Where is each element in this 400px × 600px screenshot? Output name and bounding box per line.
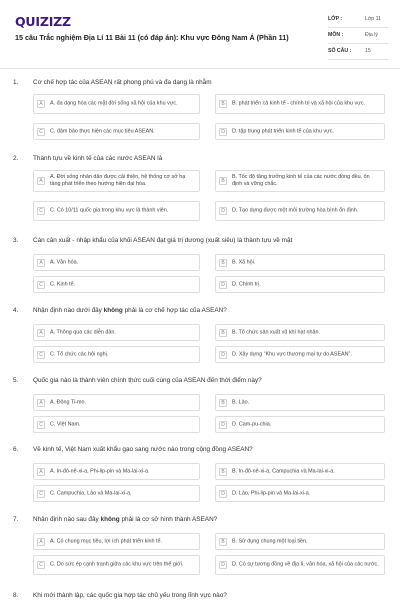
option-text: D. tập trung phát triển kinh tế của khu vực. — [232, 128, 334, 135]
meta-info — [328, 12, 388, 60]
option-letter: B — [219, 177, 227, 185]
option-a[interactable] — [33, 170, 200, 192]
option-d[interactable] — [215, 346, 385, 363]
option-text: D. Xây dựng “Khu vực thương mại tự do ASEAN”. — [232, 351, 352, 358]
option-letter: D — [219, 281, 227, 289]
option-b[interactable] — [215, 533, 385, 550]
option-letter: C — [37, 207, 45, 215]
option-text: C. Có 10/11 quốc gia trong khu vực là thành viên. — [50, 207, 169, 214]
meta-row-count — [328, 44, 388, 60]
option-b[interactable] — [215, 324, 385, 341]
question-number: 3. — [13, 237, 19, 244]
question-text: Cán cân xuất - nhập khẩu của khối ASEAN đạt giá trị dương (xuất siêu) là thành tựu về mặt — [33, 237, 293, 244]
question-text-emphasis: không — [103, 307, 123, 314]
question-text: Thành tựu về kinh tế của các nước ASEAN là — [33, 155, 163, 162]
option-letter: D — [219, 421, 227, 429]
meta-label: SỐ CÂU : — [328, 48, 352, 54]
option-text: D. Chính trị. — [232, 281, 261, 288]
page-title: 15 câu Trắc nghiệm Địa Lí 11 Bài 11 (có đáp án): Khu vực Đông Nam Á (Phần 11) — [15, 33, 289, 42]
option-b[interactable] — [215, 170, 385, 192]
option-c[interactable] — [33, 276, 200, 293]
option-a[interactable] — [33, 94, 200, 114]
option-text: C. Campuchia, Lào và Ma-lai-xi-a. — [50, 490, 132, 497]
option-letter: A — [37, 399, 45, 407]
meta-value: Lớp 11 — [365, 16, 381, 22]
question-text-after: phải là cơ sở hình thành ASEAN? — [119, 516, 218, 523]
option-a[interactable] — [33, 463, 200, 480]
option-c[interactable] — [33, 123, 200, 140]
option-a[interactable] — [33, 394, 200, 411]
option-d[interactable] — [215, 416, 385, 433]
option-text: B. Tổ chức sản xuất vũ khí hạt nhân. — [232, 329, 321, 336]
option-letter: C — [37, 128, 45, 136]
option-text: A. đa dạng hóa các mặt đời sống xã hội của khu vực. — [50, 100, 178, 107]
meta-row-subject — [328, 28, 388, 44]
option-c[interactable] — [33, 201, 200, 221]
option-c[interactable] — [33, 555, 200, 575]
option-letter: D — [219, 561, 227, 569]
question-text — [33, 307, 383, 315]
option-d[interactable] — [215, 276, 385, 293]
option-text: A. Đời sống nhân dân được cải thiện, hệ thống cơ sở hạ tầng phát triển theo hướng hiện đại hóa. — [50, 174, 186, 187]
option-text: A. Đông Ti-mo. — [50, 399, 86, 406]
option-letter: C — [37, 421, 45, 429]
option-text: D. Lào, Phi-lip-pin và Ma-lai-xi-a. — [232, 490, 311, 497]
meta-label: MÔN : — [328, 32, 344, 38]
option-letter: B — [219, 100, 227, 108]
option-text: D. Tạo dựng được một môi trường hòa bình ổn định. — [232, 207, 359, 214]
question-number: 6. — [13, 446, 19, 453]
meta-value: Địa lý — [365, 32, 378, 38]
meta-label: LỚP : — [328, 16, 343, 22]
option-letter: A — [37, 329, 45, 337]
option-b[interactable] — [215, 94, 385, 114]
question-text-before: Nhận định nào dưới đây — [33, 307, 104, 314]
option-text: A. Văn hóa. — [50, 259, 79, 266]
option-d[interactable] — [215, 123, 385, 140]
option-c[interactable] — [33, 485, 200, 502]
option-text: B. Lào. — [232, 399, 250, 406]
option-text: C. Kinh tế. — [50, 281, 76, 288]
meta-row-class — [328, 12, 388, 28]
option-letter: B — [219, 468, 227, 476]
option-letter: B — [219, 399, 227, 407]
option-text: B. phát triển cả kinh tế - chính trị và xã hội của khu vực. — [232, 100, 366, 107]
option-text: B. In-đô-nê-xi-a, Campuchia và Ma-lai-xi-a. — [232, 468, 335, 475]
question-text-after: phải là cơ chế hợp tác của ASEAN? — [122, 307, 227, 314]
option-b[interactable] — [215, 463, 385, 480]
option-letter: B — [219, 259, 227, 267]
option-text: C. đảm bảo thực hiện các mục tiêu ASEAN. — [50, 128, 155, 135]
question-number: 1. — [13, 79, 19, 86]
option-letter: D — [219, 490, 227, 498]
option-a[interactable] — [33, 533, 200, 550]
option-c[interactable] — [33, 416, 200, 433]
quizizz-logo: QUIZIZZ — [15, 14, 71, 29]
option-d[interactable] — [215, 201, 385, 221]
option-letter: D — [219, 128, 227, 136]
meta-value: 15 — [365, 48, 371, 54]
option-letter: D — [219, 207, 227, 215]
option-letter: B — [219, 329, 227, 337]
option-a[interactable] — [33, 254, 200, 271]
option-letter: B — [219, 538, 227, 546]
option-b[interactable] — [215, 394, 385, 411]
option-c[interactable] — [33, 346, 200, 363]
option-text: A. Có chung mục tiêu, lợi ích phát triển kinh tế. — [50, 538, 163, 545]
question-text: Quốc gia nào là thành viên chính thức cuối cùng của ASEAN đến thời điểm này? — [33, 377, 262, 384]
option-letter: C — [37, 281, 45, 289]
option-letter: A — [37, 259, 45, 267]
document-header — [0, 0, 400, 66]
question-text: Khi mới thành lập, các quốc gia hợp tác chủ yếu trong lĩnh vực nào? — [33, 592, 227, 599]
option-d[interactable] — [215, 485, 385, 502]
question-number: 8. — [13, 592, 19, 599]
option-text: D. Có sự tương đồng về địa lí, văn hóa, xã hội của các nước. — [232, 561, 379, 568]
question-text-before: Nhận định nào sau đây — [33, 516, 101, 523]
option-d[interactable] — [215, 555, 385, 575]
option-letter: A — [37, 100, 45, 108]
option-text: A. Thông qua các diễn đàn. — [50, 329, 116, 336]
option-letter: A — [37, 177, 45, 185]
option-text: C. Tổ chức các hội nghị. — [50, 351, 109, 358]
question-number: 5. — [13, 377, 19, 384]
question-text-emphasis: không — [100, 516, 120, 523]
option-text: D. Cam-pu-chia. — [232, 421, 272, 428]
option-letter: D — [219, 351, 227, 359]
option-text: A. In-đô-nê-xi-a, Phi-lip-pin và Ma-lai-xi-a. — [50, 468, 150, 475]
header-divider — [0, 68, 400, 69]
question-number: 7. — [13, 516, 19, 523]
question-number: 2. — [13, 155, 19, 162]
option-text: B. Xã hội. — [232, 259, 256, 266]
question-number: 4. — [13, 307, 19, 314]
question-text: Về kinh tế, Việt Nam xuất khẩu gạo sang nước nào trong cộng đồng ASEAN? — [33, 446, 253, 453]
option-letter: A — [37, 538, 45, 546]
question-text — [33, 516, 383, 524]
option-letter: C — [37, 561, 45, 569]
option-a[interactable] — [33, 324, 200, 341]
option-b[interactable] — [215, 254, 385, 271]
option-text: B. Tốc độ tăng trưởng kinh tế của các nước đồng đều, ổn định và vững chắc. — [232, 174, 370, 187]
option-text: B. Sử dụng chung một loại tiền. — [232, 538, 308, 545]
option-text: C. Do sức ép cạnh tranh giữa các khu vực trên thế giới. — [50, 561, 184, 568]
question-text: Cơ chế hợp tác của ASEAN rất phong phú và đa dạng là nhằm — [33, 79, 212, 86]
option-letter: C — [37, 490, 45, 498]
option-letter: C — [37, 351, 45, 359]
option-letter: A — [37, 468, 45, 476]
option-text: C. Việt Nam. — [50, 421, 81, 428]
